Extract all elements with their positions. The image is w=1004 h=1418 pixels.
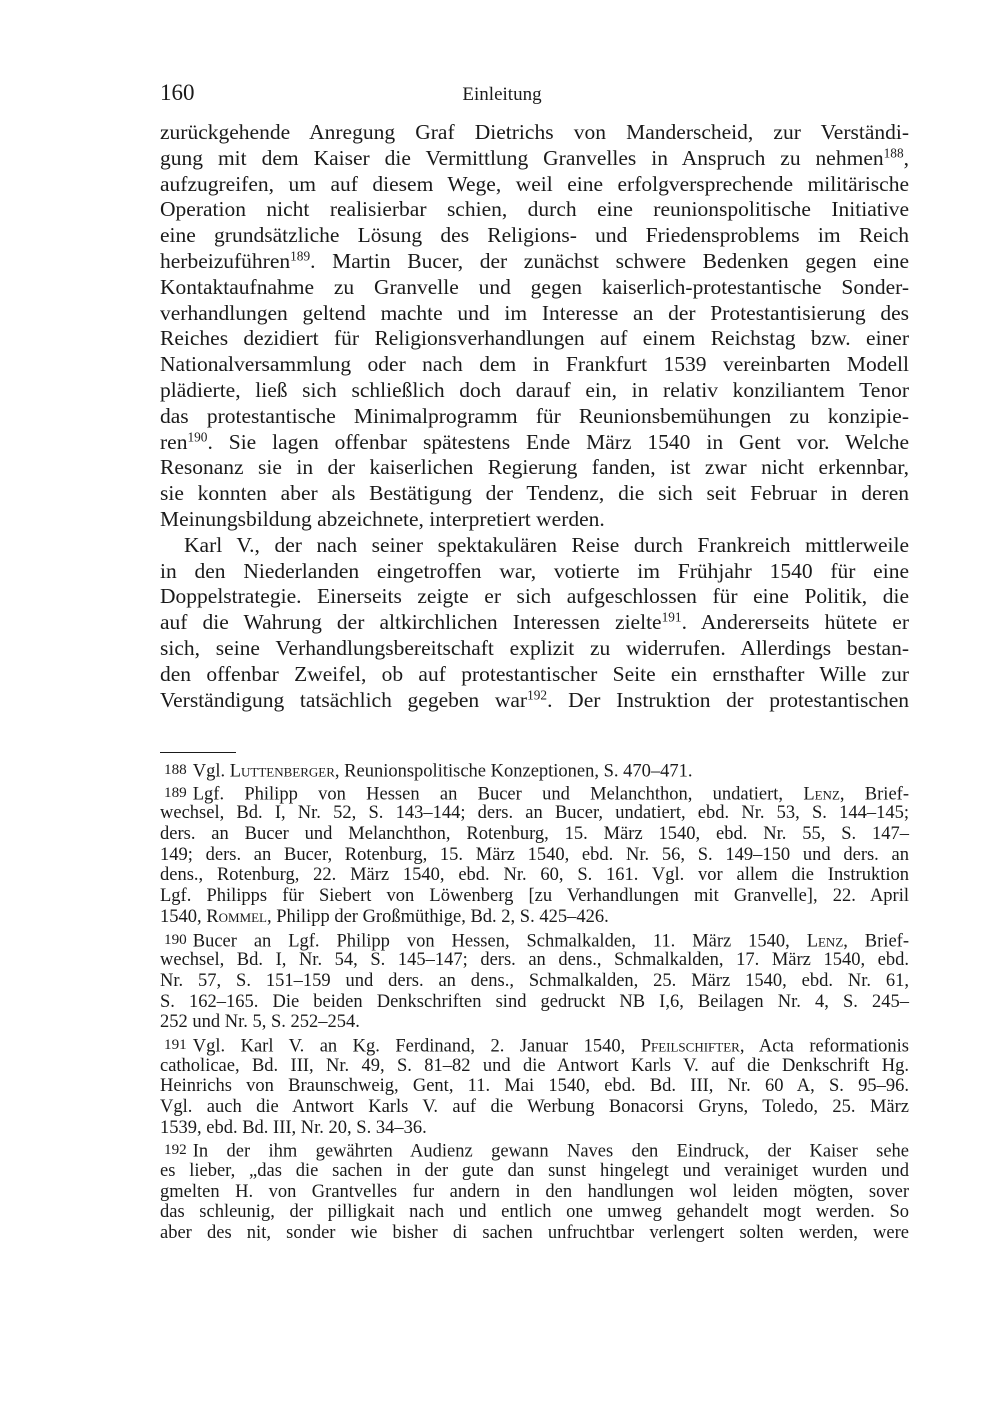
body-line: Kontaktaufnahme zu Granvelle und gegen kaiserlich-protestantische Sonder- [160,274,909,299]
footnote-line: dens., Rotenburg, 22. März 1540, ebd. Nr. 60, S. 161. Vgl. vor allem die Instruktion [160,865,909,886]
body-line: auf die Wahrung der altkirchlichen Interessen zielte$^{191}$. Andererseits hütete er [160,609,909,635]
body-line: herbeizuführen$^{189}$. Martin Bucer, der zunächst schwere Bedenken gegen eine [160,248,909,273]
body-line: plädierte, ließ sich schließlich doch darauf ein, in relativ konziliantem Tenor [160,377,909,402]
body-line: den offenbar Zweifel, ob auf protestantischer Seite ein ernsthafter Wille zur [160,661,909,686]
footnote-ref[interactable]: 190 [187,429,208,445]
body-line: ren$^{190}$. Sie lagen offenbar spätestens Ende März 1540 in Gent vor. Welche [160,429,909,454]
footnote-ref[interactable]: 189 [290,248,311,264]
footnote-line: das schleunig, der pilligkait nach und entlich one umweg gehandelt mogt werden. So [160,1202,909,1223]
body-line: Operation nicht realisierbar schien, durch eine reunionspolitische Initiative [160,197,909,222]
footnote-191 [160,1035,909,1138]
footnote-line: 189 Lgf. Philipp von Hessen an Bucer und Melanchthon, undatiert, Lenz, Brief- [164,783,909,804]
footnote-number: 192 [164,1141,187,1159]
body-line: sie konnten aber als Bestätigung der Tendenz, die sich seit Februar in deren [160,481,909,506]
footnote-line: catholicae, Bd. III, Nr. 49, S. 81–82 und die Antwort Karls V. auf die Denkschrift Hg. [160,1055,909,1076]
footnote-line: 252 und Nr. 5, S. 252–254. [160,1012,360,1033]
footnote-188 [160,760,909,781]
footnote-number: 189 [164,783,187,801]
page-number: 160 [160,80,195,105]
body-line: Meinungsbildung abzeichnete, interpretiert werden. [160,506,605,531]
footnote-line: Vgl. auch die Antwort Karls V. auf die Werbung Bonacorsi Gryns, Toledo, 25. März [160,1097,909,1117]
footnote-line: Nr. 57, S. 151–159 und ders. an dens., Schmalkalden, 25. März 1540, ebd. Nr. 61, [160,970,909,991]
footnote-line: S. 162–165. Die beiden Denkschriften sind gedruckt NB I,6, Beilagen Nr. 4, S. 245– [160,991,909,1012]
footnote-line: Lgf. Philipps für Siebert von Löwenberg [zu Verhandlungen mit Granvelle], 22. April [160,886,909,907]
footnotes [160,760,909,1246]
body-line: das protestantische Minimalprogramm für Reunionsbemühungen zu konzipie- [160,403,909,428]
footnote-line: gmelten H. von Grantvelles fur andern in den handlungen wol leiden mögten, sover [160,1181,909,1202]
body-line: Reiches dezidiert für Religionsverhandlungen auf einem Reichstag bzw. einer [160,326,909,351]
footnote-ref[interactable]: 188 [883,145,904,161]
footnote-number: 190 [164,930,187,948]
footnote-192 [160,1140,909,1243]
body-line: Resonanz sie in der kaiserlichen Regierung fanden, ist zwar nicht erkennbar, [160,455,909,480]
footnote-189 [160,783,909,928]
footnote-divider [160,752,236,753]
footnote-line: Heinrichs von Braunschweig, Gent, 11. Mai 1540, ebd. Bd. III, Nr. 60 A, S. 95–96. [160,1076,909,1097]
footnote-190 [160,930,909,1033]
body-line: sich, seine Verhandlungsbereitschaft explizit zu widerrufen. Allerdings bestan- [160,635,909,660]
footnote-line: es lieber, „das die sachen in der gute dan sunst hingelegt und verainiget wurden und [160,1161,909,1182]
footnote-line: 149; ders. an Bucer, Rotenburg, 15. März 1540, ebd. Nr. 56, S. 149–150 und ders. an [160,844,909,865]
footnote-line: wechsel, Bd. I, Nr. 52, S. 143–144; ders. an Bucer, undatiert, ebd. Nr. 53, S. 144–145; [160,803,909,824]
body-line: gung mit dem Kaiser die Vermittlung Granvelles in Anspruch zu nehmen$^{188}$, [160,145,909,170]
footnote-line: 1539, ebd. Bd. III, Nr. 20, S. 34–36. [160,1117,427,1138]
body-text [160,120,909,713]
footnote-line: wechsel, Bd. I, Nr. 54, S. 145–147; ders. an dens., Schmalkalden, 17. März 1540, ebd. [160,950,909,971]
footnote-line: 190 Bucer an Lgf. Philipp von Hessen, Schmalkalden, 11. März 1540, Lenz, Brief- [164,930,909,951]
footnote-number: 191 [164,1035,187,1053]
footnote-number: 188 [164,761,187,778]
body-line: Karl V., der nach seiner spektakulären Reise durch Frankreich mittlerweile [184,532,909,557]
running-head: Einleitung [462,84,542,105]
footnote-ref[interactable]: 191 [661,609,682,625]
footnote-line: ders. an Bucer und Melanchthon, Rotenburg, 15. März 1540, ebd. Nr. 55, S. 147– [160,824,909,845]
body-line: Verständigung tatsächlich gegeben war$^{192}$. Der Instruktion der protestantischen [160,687,910,712]
body-line: verhandlungen geltend machte und im Interesse an der Protestantisierung des [160,300,909,325]
footnote-line: 191 Vgl. Karl V. an Kg. Ferdinand, 2. Januar 1540, Pfeilschifter, Acta reformationis [164,1035,909,1057]
body-line: in den Niederlanden eingetroffen war, votierte im Frühjahr 1540 für eine [160,558,909,583]
body-line: zurückgehende Anregung Graf Dietrichs von Manderscheid, zur Verständi- [160,120,909,144]
body-line: eine grundsätzliche Lösung des Religions- und Friedensproblems im Reich [160,223,909,248]
footnote-line: aber des nit, sonder wie bisher di sachen unfruchtbar verlengert solten werden, were [160,1223,909,1244]
body-line: aufzugreifen, um auf diesem Wege, weil eine erfolgversprechende militärische [160,171,909,196]
footnote-line: 1540, Rommel, Philipp der Großmüthige, Bd. 2, S. 425–426. [160,906,609,927]
body-line: Doppelstrategie. Einerseits zeigte er sich aufgeschlossen für eine Politik, die [160,584,909,609]
footnote-line: 188 Vgl. Luttenberger, Reunionspolitische Konzeptionen, S. 470–471. [164,761,693,782]
footnote-ref[interactable]: 192 [527,687,548,703]
footnote-line: 192 In der ihm gewährten Audienz gewann Naves den Eindruck, der Kaiser sehe [164,1141,909,1162]
body-line: Nationalversammlung oder nach dem in Frankfurt 1539 vereinbarten Modell [160,352,909,377]
